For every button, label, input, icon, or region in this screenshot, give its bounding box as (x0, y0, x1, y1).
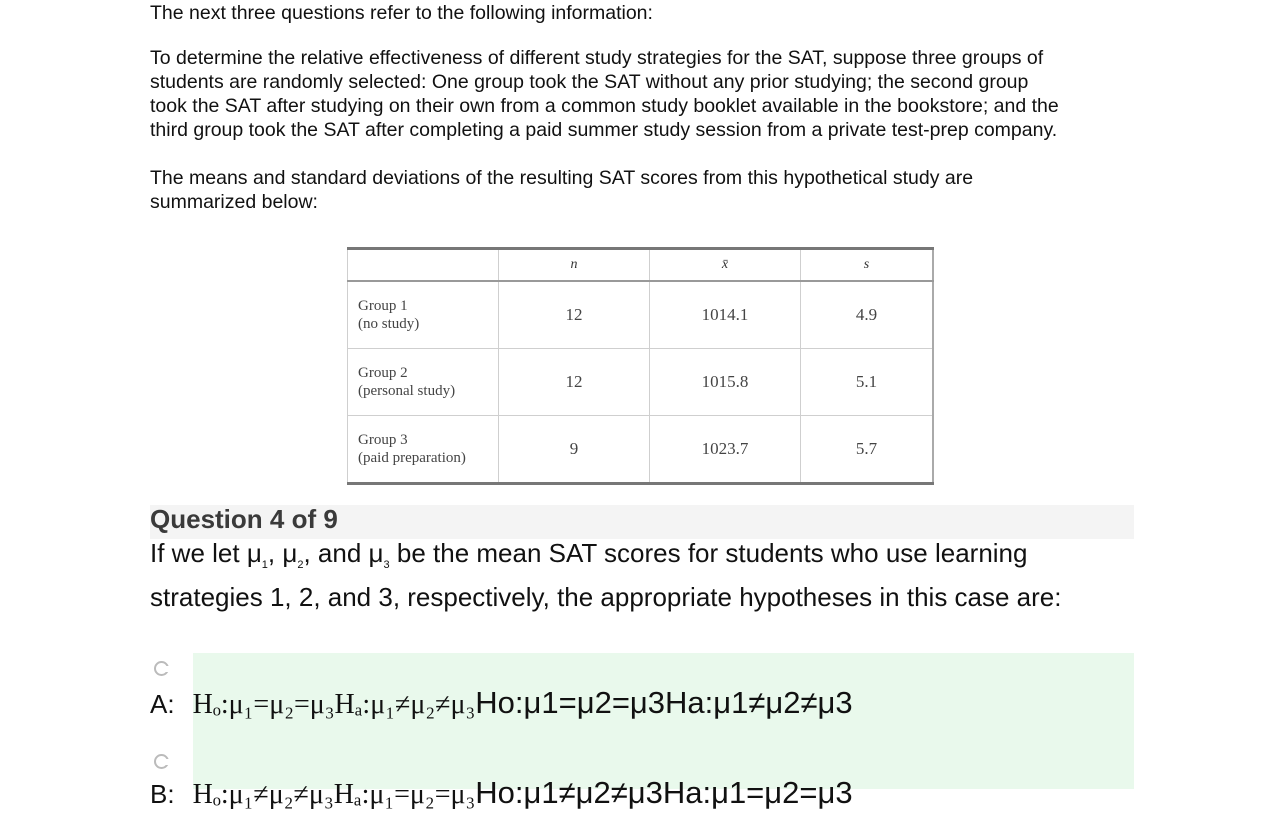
table-row (348, 416, 934, 484)
question-text-part: be the mean SAT scores for students who use learning strategies 1, 2, and 3, respectively, the appropriate hypotheses in this case are: (150, 538, 1062, 613)
n-cell: 9 (499, 416, 650, 484)
summary-line: summarized below: (150, 191, 318, 213)
group-name: Group 3 (358, 432, 408, 448)
sd-cell: 5.1 (801, 349, 934, 416)
mean-cell: 1014.1 (650, 281, 801, 349)
context-line: took the SAT after studying on their own from a common study booklet available in the bookstore; and the (150, 95, 1059, 117)
question-text-part: , and μ (303, 538, 384, 568)
question-text (150, 537, 1135, 613)
answer-b[interactable] (150, 775, 853, 813)
context-line: third group took the SAT after completing a paid summer study session from a private test-prep company. (150, 119, 1058, 141)
table-row (348, 349, 934, 416)
n-cell: 12 (499, 281, 650, 349)
table-header-n: n (499, 249, 650, 282)
answer-a-math: Hₒ:μ₁=μ₂=μ₃Hₐ:μ₁≠μ₂≠μ₃ (192, 689, 476, 720)
group-name: Group 2 (358, 365, 408, 381)
answer-a-text: Ho:μ1=μ2=μ3Ha:μ1≠μ2≠μ3 (475, 685, 853, 720)
sd-cell: 4.9 (801, 281, 934, 349)
intro-text: The next three questions refer to the following information: (150, 2, 653, 24)
group-desc: (paid preparation) (358, 450, 466, 466)
answer-a[interactable] (150, 685, 853, 723)
group-cell (348, 281, 499, 349)
summary-paragraph (150, 166, 1135, 214)
table-header-sd: s (801, 249, 934, 282)
mean-cell: 1023.7 (650, 416, 801, 484)
subscript: 3 (383, 559, 390, 572)
n-cell: 12 (499, 349, 650, 416)
answer-a-radio[interactable] (154, 661, 169, 676)
answer-b-label: B: (150, 779, 175, 809)
group-desc: (personal study) (358, 383, 456, 399)
context-line: students are randomly selected: One group took the SAT without any prior studying; the second group (150, 71, 1029, 93)
answer-b-text: Ho:μ1≠μ2≠μ3Ha:μ1=μ2=μ3 (475, 775, 853, 810)
subscript: 1 (261, 559, 268, 572)
subscript: 2 (297, 559, 304, 572)
context-line: To determine the relative effectiveness of different study strategies for the SAT, suppose three groups of (150, 47, 1044, 69)
group-cell (348, 416, 499, 484)
table-header-blank (348, 249, 499, 282)
table-header-row (348, 249, 934, 282)
table-header-mean: x̄ (650, 249, 801, 282)
group-name: Group 1 (358, 298, 408, 314)
answer-b-math: Hₒ:μ₁≠μ₂≠μ₃Hₐ:μ₁=μ₂=μ₃ (192, 779, 476, 810)
answer-b-radio[interactable] (154, 754, 169, 769)
summary-line: The means and standard deviations of the resulting SAT scores from this hypothetical study are (150, 167, 974, 189)
table-row (348, 281, 934, 349)
mean-cell: 1015.8 (650, 349, 801, 416)
context-paragraph (150, 46, 1135, 142)
question-title: Question 4 of 9 (150, 505, 1134, 539)
question-text-part: If we let μ (150, 538, 262, 568)
answer-a-label: A: (150, 689, 175, 719)
data-table (347, 247, 934, 485)
question-text-part: , μ (267, 538, 298, 568)
group-desc: (no study) (358, 316, 420, 332)
group-cell (348, 349, 499, 416)
sd-cell: 5.7 (801, 416, 934, 484)
